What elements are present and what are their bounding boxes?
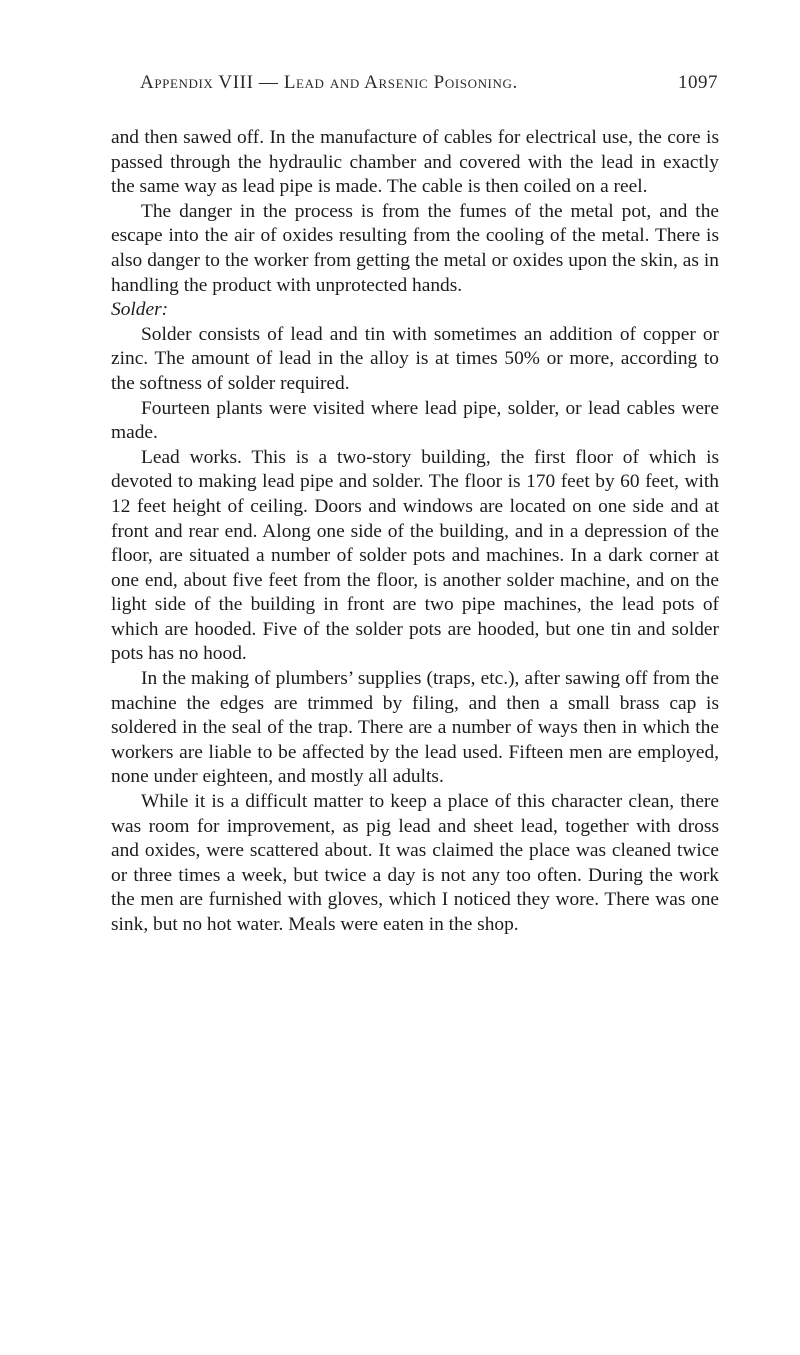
section-subheading-solder: Solder:	[111, 299, 169, 321]
body-text	[111, 126, 719, 938]
paragraph-plumbers-supplies: In the making of plumbers’ supplies (traps, etc.), after sawing off from the machine the edges are trimmed by filing, and then a small brass cap is soldered in the seal of the trap. There are a number of ways then in which the workers are liable to be affected by the lead used. Fifteen men are employed, none under eighteen, and mostly all adults.	[111, 668, 719, 788]
paragraph-lead-works: Lead works. This is a two-story building, the first floor of which is devoted to making lead pipe and solder. The floor is 170 feet by 60 feet, with 12 feet height of ceiling. Doors and windows are located on one side and at front and rear end. Along one side of the building, and in a depression of the floor, are situated a number of solder pots and machines. In a dark corner at one end, about five feet from the floor, is another solder machine, and on the light side of the building in front are two pipe machines, the lead pots of which are hooded. Five of the solder pots are hooded, but one tin and solder pots has no hood.	[111, 446, 719, 665]
page-number: 1097	[678, 72, 718, 93]
paragraph-danger: The danger in the process is from the fumes of the metal pot, and the escape into the air of oxides resulting from the cooling of the metal. There is also danger to the worker from getting the metal or oxides upon the skin, as in handling the product with unprotected hands.	[111, 200, 719, 296]
paragraph-continued: and then sawed off. In the manufacture of cables for electrical use, the core is passed through the hydraulic chamber and covered with the lead in exactly the same way as lead pipe is made. The cable is then coiled on a reel.	[111, 127, 719, 198]
paragraph-solder-composition: Solder consists of lead and tin with sometimes an addition of copper or zinc. The amount of lead in the alloy is at times 50% or more, according to the softness of solder required.	[111, 323, 719, 394]
paragraph-plants-visited: Fourteen plants were visited where lead pipe, solder, or lead cables were made.	[111, 397, 719, 444]
paragraph-cleanliness: While it is a difficult matter to keep a place of this character clean, there was room for improvement, as pig lead and sheet lead, together with dross and oxides, were scattered about. It was claimed the place was cleaned twice or three times a week, but twice a day is not any too often. During the work the men are furnished with gloves, which I noticed they wore. There was one sink, but no hot water. Meals were eaten in the shop.	[111, 791, 719, 935]
running-head-title: Appendix VIII — Lead and Arsenic Poisoning.	[140, 72, 518, 93]
running-head	[0, 72, 800, 104]
